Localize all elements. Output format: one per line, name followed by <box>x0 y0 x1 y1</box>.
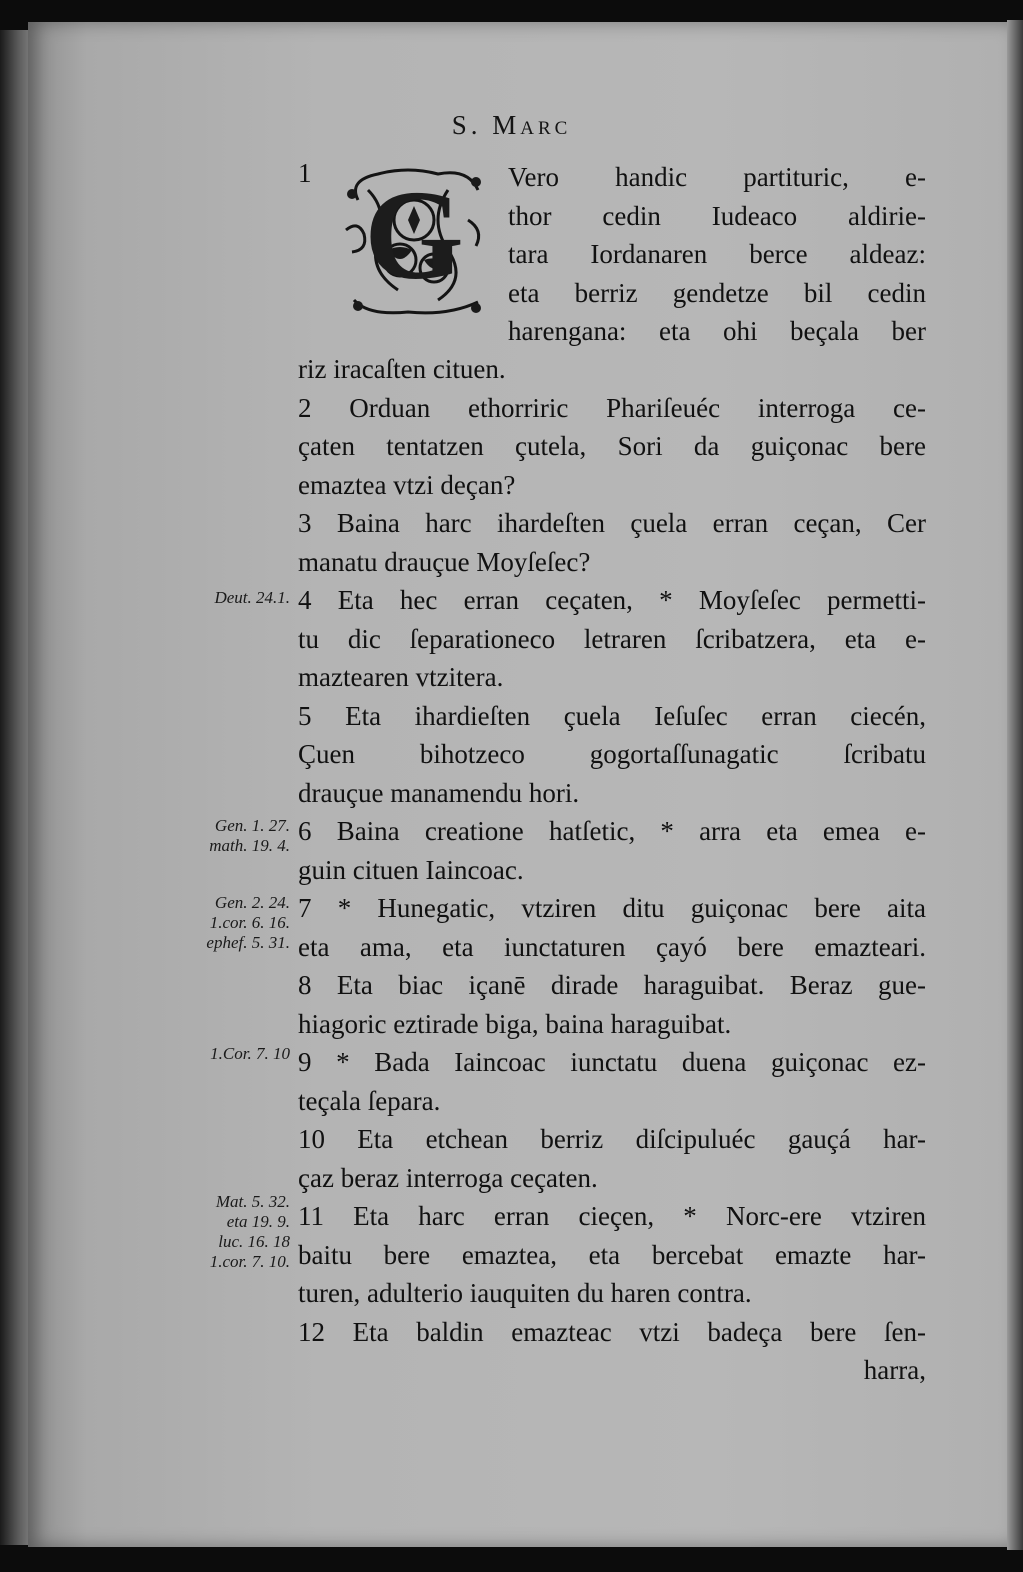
margin-reference <box>150 1044 290 1064</box>
verse-number-1: 1 <box>298 158 312 188</box>
text-line: 10 Eta etchean berriz diſcipuluéc gauçá har- <box>298 1124 926 1154</box>
text-line: 4 Eta hec erran ceçaten, * Moyſeſec permetti- <box>298 585 926 615</box>
initial-letter: G <box>364 164 464 306</box>
margin-reference <box>150 588 290 608</box>
text-line: riz iracaſten cituen. <box>298 354 506 384</box>
text-line: 8 Eta biac içanē dirade haraguibat. Beraz gue- <box>298 970 926 1000</box>
margin-reference-line: math. 19. 4. <box>209 836 290 855</box>
text-line: harengana: eta ohi beçala ber <box>508 316 926 346</box>
text-line: çaz beraz interroga ceçaten. <box>298 1162 598 1193</box>
text-line: 2 Orduan ethorriric Phariſeuéc interroga ce- <box>298 392 926 423</box>
text-line: tu dic ſeparationeco letraren ſcribatzera, eta e- <box>298 623 926 654</box>
text-line: tara Iordanaren berce aldeaz: <box>508 239 926 269</box>
text-line: hiagoric eztirade biga, baina haraguibat. <box>298 1008 732 1039</box>
text-line: çaten tentatzen çutela, Sori da guiçonac bere <box>298 431 926 461</box>
body-text <box>298 350 926 1390</box>
text-line: eta ama, eta iunctaturen çayó bere emazteari. <box>298 931 926 962</box>
margin-reference-line: Gen. 1. 27. <box>214 816 290 835</box>
book-edge-left <box>0 30 30 1545</box>
margin-reference <box>150 893 290 953</box>
text-line: emaztea vtzi deçan? <box>298 469 516 500</box>
text-line: 7 * Hunegatic, vtziren ditu guiçonac bere aita <box>298 893 926 923</box>
margin-reference-line: luc. 16. 18 <box>218 1232 290 1251</box>
margin-reference <box>150 1192 290 1272</box>
text-line: turen, adulterio iauquiten du haren contra. <box>298 1278 752 1308</box>
text-line: 6 Baina creatione hatſetic, * arra eta emea e- <box>298 816 926 846</box>
text-line: 3 Baina harc ihardeſten çuela erran ceçan, Cer <box>298 508 926 538</box>
margin-reference-line: Deut. 24.1. <box>214 588 290 607</box>
margin-reference-line: 1.cor. 7. 10. <box>209 1252 290 1271</box>
text-line: drauçue manamendu hori. <box>298 777 580 808</box>
text-line: teçala ſepara. <box>298 1085 441 1116</box>
margin-reference-line: 1.cor. 6. 16. <box>209 913 290 932</box>
text-line: 12 Eta baldin emazteac vtzi badeça bere ſen- <box>298 1316 926 1347</box>
text-line: Çuen bihotzeco gogortaſſunagatic ſcribatu <box>298 739 926 769</box>
book-edge-right <box>1007 20 1023 1550</box>
text-line: baitu bere emaztea, eta bercebat emazte har- <box>298 1239 926 1270</box>
margin-reference-line: Mat. 5. 32. <box>215 1192 290 1211</box>
margin-reference <box>150 816 290 856</box>
margin-reference-line: eta 19. 9. <box>226 1212 290 1231</box>
text-line: eta berriz gendetze bil cedin <box>508 277 926 308</box>
text-line: 9 * Bada Iaincoac iunctatu duena guiçonac ez- <box>298 1047 926 1077</box>
text-line: 11 Eta harc erran cieçen, * Norc-ere vtziren <box>298 1201 926 1231</box>
margin-reference-line: Gen. 2. 24. <box>214 893 290 912</box>
text-line: Vero handic partituric, e- <box>508 162 926 192</box>
verse-1-opening <box>508 158 926 351</box>
margin-reference-line: ephef. 5. 31. <box>206 933 290 952</box>
text-line: manatu drauçue Moyſeſec? <box>298 546 591 577</box>
running-head: S. Marc <box>451 110 572 140</box>
decorated-initial <box>338 160 490 320</box>
text-line: 5 Eta ihardieſten çuela Ieſuſec erran ciecén, <box>298 700 926 731</box>
text-line: guin cituen Iaincoac. <box>298 854 524 885</box>
margin-reference-line: 1.Cor. 7. 10 <box>210 1044 290 1063</box>
text-line: thor cedin Iudeaco aldirie- <box>508 200 926 231</box>
text-line: maztearen vtzitera. <box>298 662 504 692</box>
text-line: harra, <box>863 1355 926 1385</box>
